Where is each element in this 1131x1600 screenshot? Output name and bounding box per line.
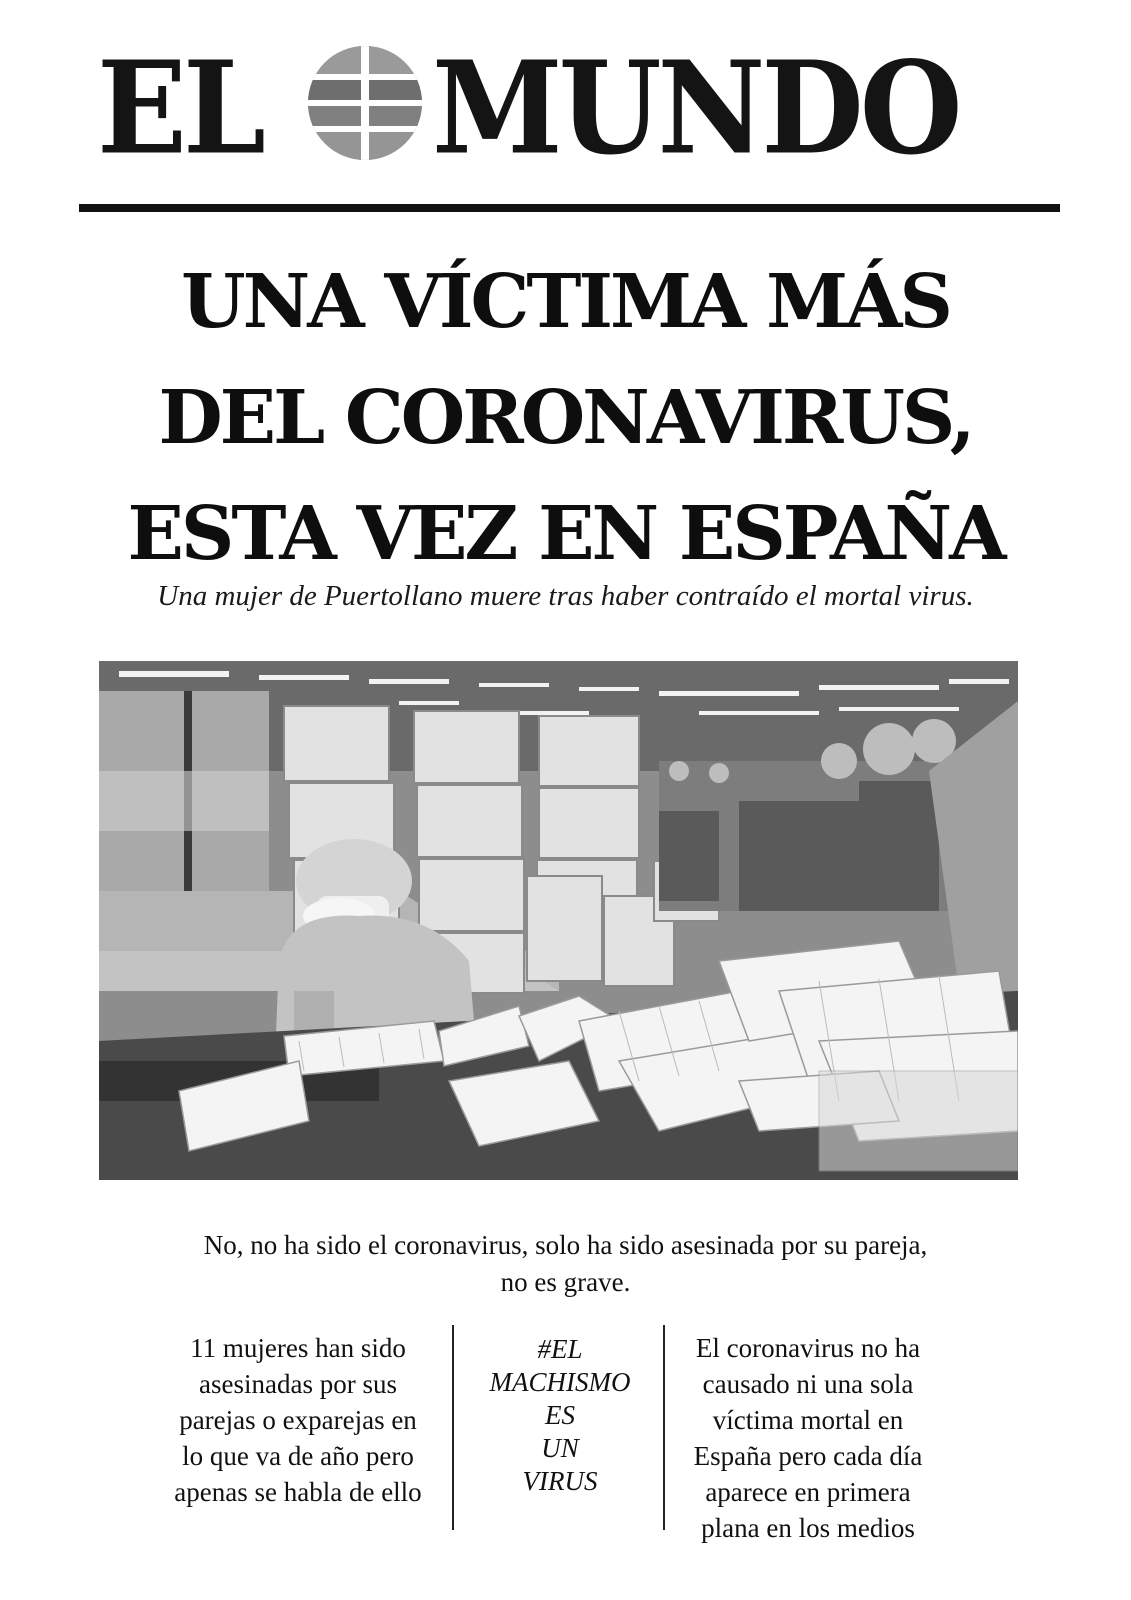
- left-column-text: 11 mujeres han sido asesinadas por sus parejas o exparejas en lo que va de año pero apenas se habla de ello: [174, 1333, 422, 1507]
- hashtag-line-3: ES: [545, 1400, 575, 1430]
- masthead-rule: [79, 204, 1060, 212]
- column-divider-right: [663, 1325, 665, 1530]
- masthead-el: EL: [97, 32, 262, 183]
- factory-photo: [99, 661, 1018, 1180]
- hashtag-line-2: MACHISMO: [489, 1367, 631, 1397]
- tagline-line-1: No, no ha sido el coronavirus, solo ha sido asesinada por su pareja,: [203, 1230, 928, 1260]
- hashtag-line-5: VIRUS: [522, 1466, 598, 1496]
- column-divider-left: [452, 1325, 454, 1530]
- headline-line-1: UNA VÍCTIMA MÁS: [181, 259, 950, 345]
- right-column-text: El coronavirus no ha causado ni una sola víctima mortal en España pero cada día aparece en primera plana en los medios: [693, 1333, 923, 1543]
- masthead-mundo: MUNDO: [432, 32, 959, 183]
- hashtag-line-1: #EL: [537, 1334, 583, 1364]
- headline-line-3: ESTA VEZ EN ESPAÑA: [127, 491, 1004, 577]
- deck-subtitle: Una mujer de Puertollano muere tras haber contraído el mortal virus.: [157, 580, 974, 612]
- hashtag-line-4: UN: [541, 1433, 579, 1463]
- headline-line-2: DEL CORONAVIRUS,: [158, 375, 973, 461]
- hashtag-column: [460, 1333, 660, 1498]
- tagline-line-2: no es grave.: [500, 1267, 631, 1297]
- tagline: [0, 1227, 1131, 1301]
- headline: [0, 244, 1131, 592]
- globe-icon: [306, 44, 424, 162]
- masthead: [0, 32, 1131, 183]
